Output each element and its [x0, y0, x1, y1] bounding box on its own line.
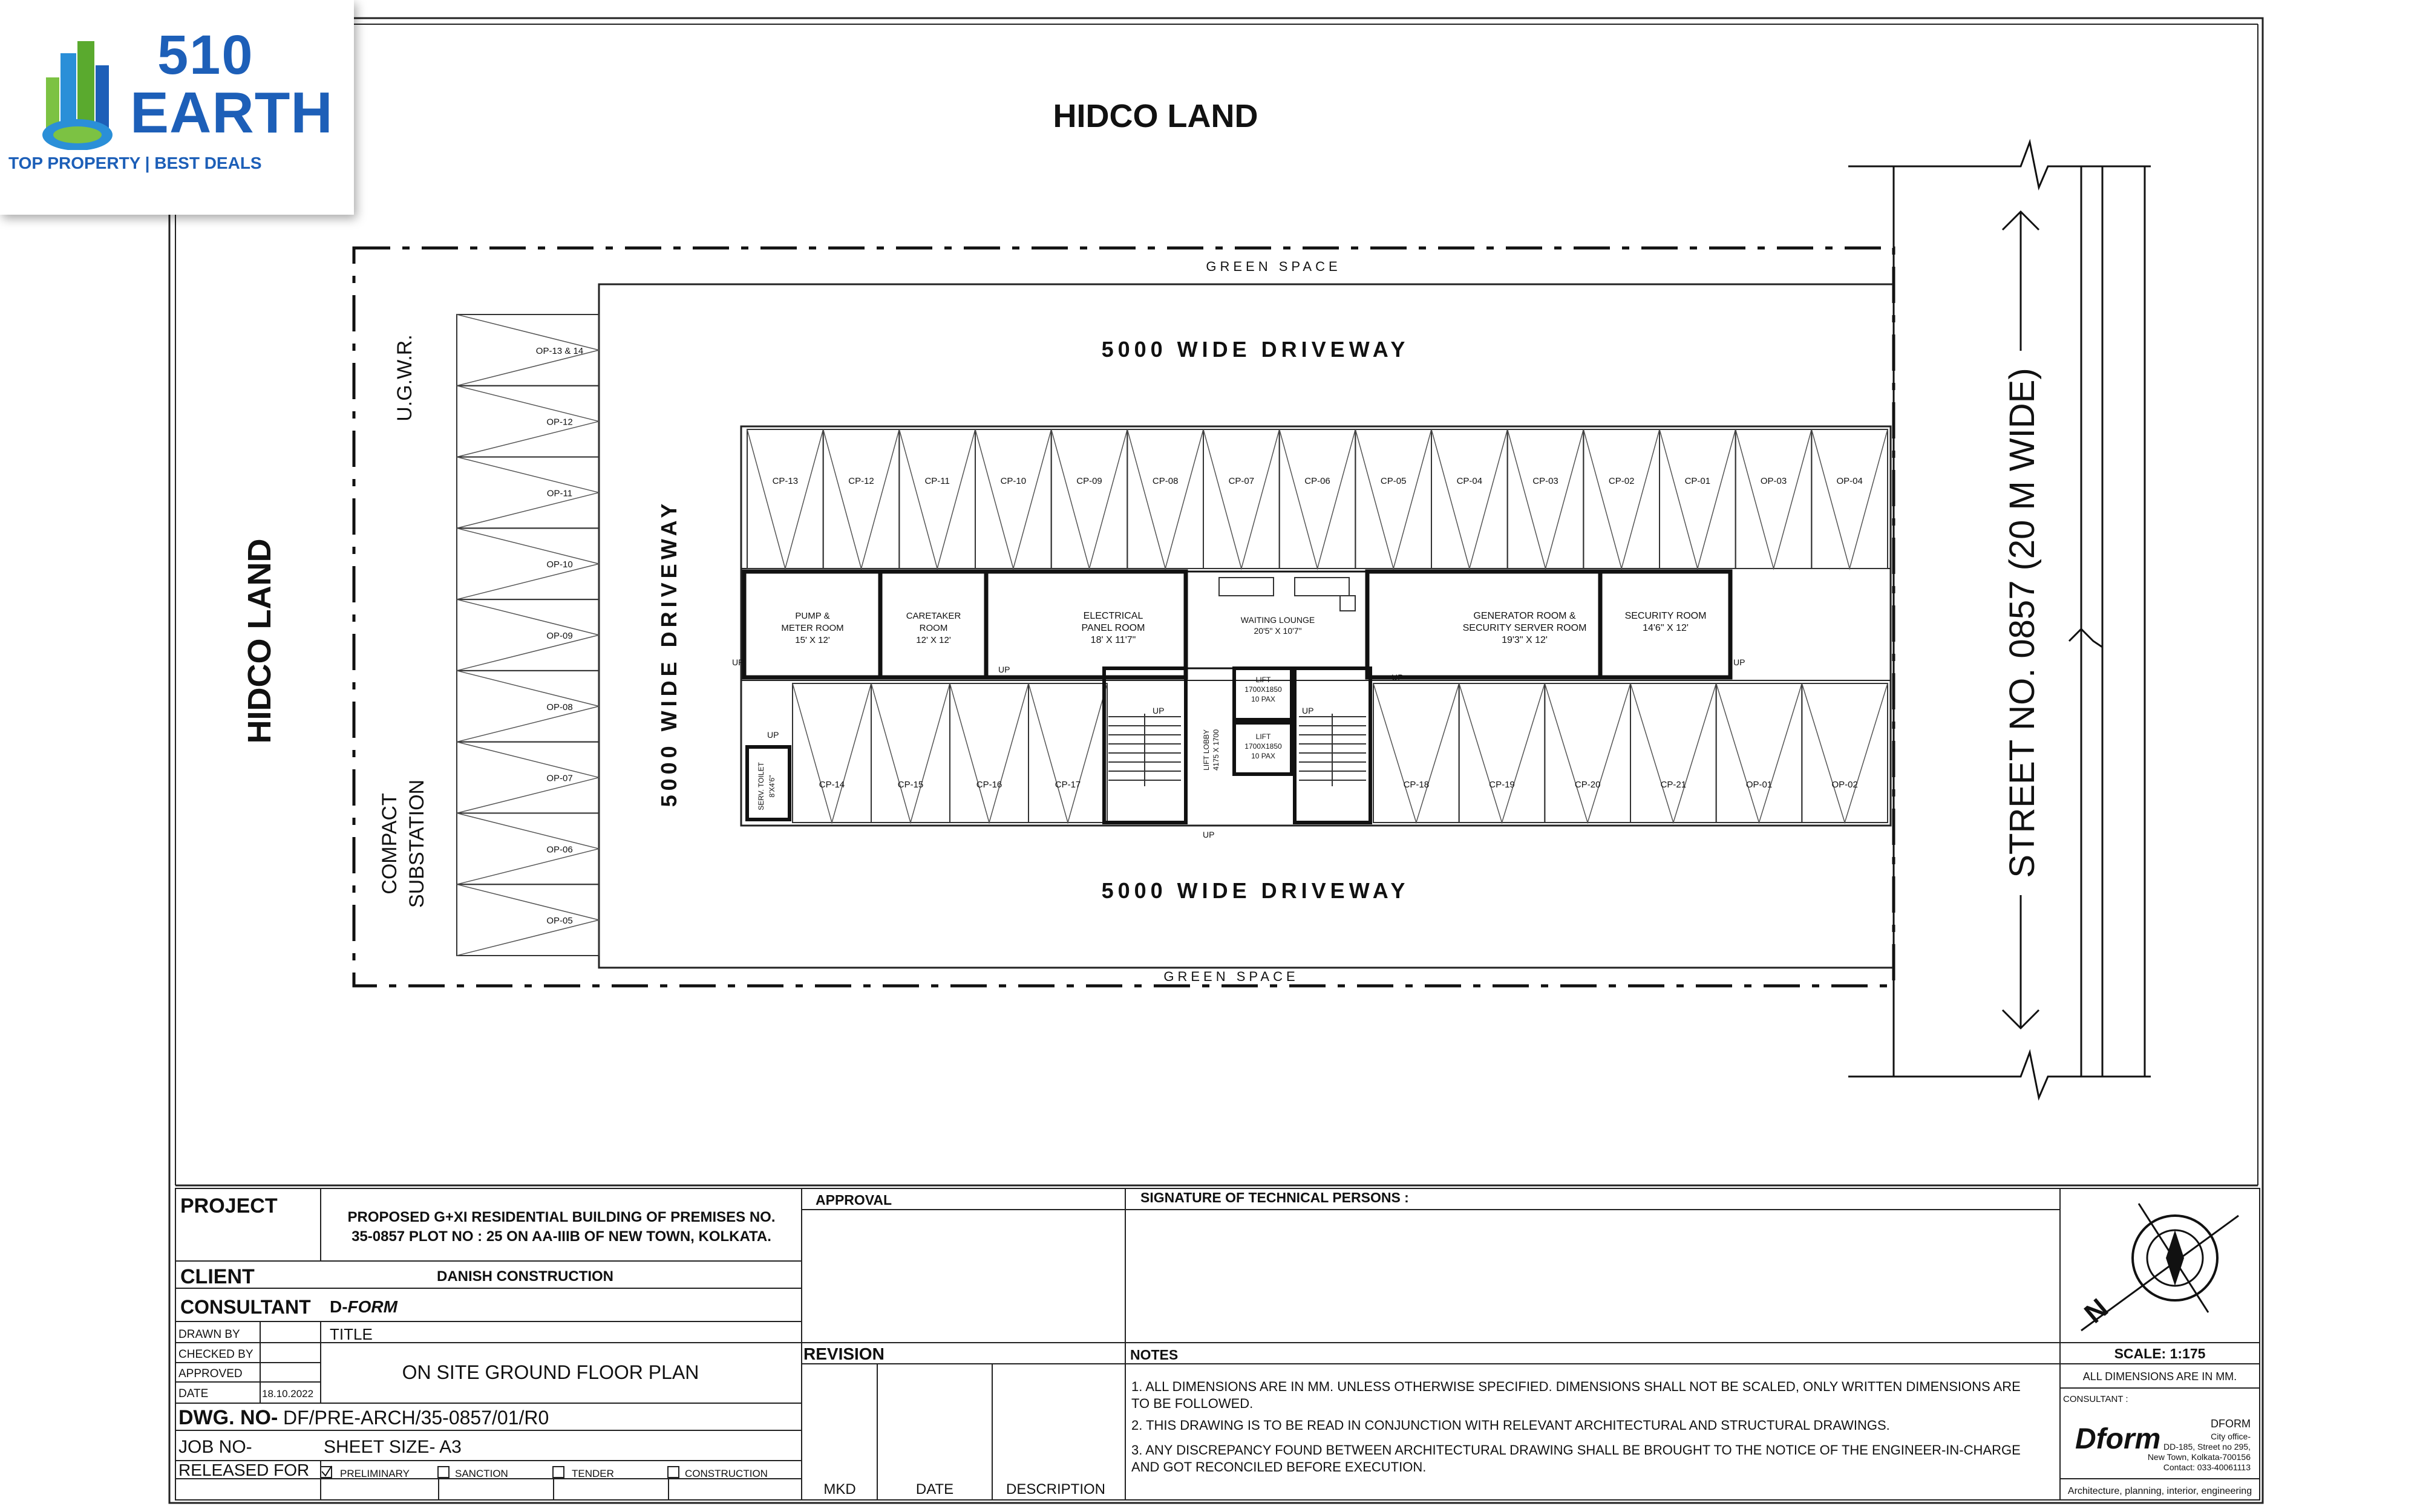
- check-mark-icon: [322, 1466, 332, 1476]
- released-options: [321, 1466, 768, 1479]
- pump-room-size: 15' X 12': [795, 635, 830, 645]
- parking-bay-label: CP-01: [1684, 476, 1711, 486]
- waiting-lounge-label: WAITING LOUNGE: [1240, 615, 1315, 625]
- parking-bay: [1280, 429, 1356, 569]
- electrical-panel-room: [986, 572, 1186, 677]
- mkd-header: MKD: [823, 1481, 856, 1497]
- logo-card: [0, 0, 354, 215]
- up-marker-toilet: UP: [767, 730, 779, 740]
- electrical-room-size: 18' X 11'7": [1090, 635, 1136, 645]
- consultant-value-italic: FORM: [347, 1297, 397, 1316]
- firm-address-1: DD-185, Street no 295,: [2163, 1442, 2251, 1452]
- parking-bay: [1583, 429, 1660, 569]
- green-space-top-label: GREEN SPACE: [1206, 259, 1341, 274]
- building-outline: [741, 426, 1891, 826]
- option-tender[interactable]: [553, 1467, 614, 1479]
- note-line-4: 3. ANY DISCREPANCY FOUND BETWEEN ARCHITECTURAL DRAWING SHALL BE BROUGHT TO THE NOTICE OF THE ENGINEER-IN-CHARGE: [1131, 1442, 2021, 1458]
- description-header: DESCRIPTION: [1006, 1481, 1106, 1497]
- note-line-1: 1. ALL DIMENSIONS ARE IN MM. UNLESS OTHERWISE SPECIFIED. DIMENSIONS SHALL NOT BE SCALED, ONLY WRITTEN DIMENSIONS ARE: [1131, 1379, 2021, 1394]
- open-parking-bay: [457, 671, 599, 742]
- sheet-size: SHEET SIZE- A3: [324, 1437, 462, 1457]
- approval-label: APPROVAL: [816, 1192, 892, 1208]
- electrical-room-line2: PANEL ROOM: [1081, 623, 1145, 633]
- open-parking-bay: [457, 884, 599, 956]
- parking-bay: [1051, 429, 1128, 569]
- lift-2: [1234, 723, 1292, 774]
- parking-bay: [1459, 683, 1545, 823]
- client-label: CLIENT: [180, 1265, 255, 1288]
- open-parking-label: OP-12: [546, 417, 573, 428]
- west-land-label: HIDCO LAND: [241, 538, 278, 744]
- sanction-checkbox[interactable]: [438, 1467, 449, 1478]
- green-space-bottom-label: GREEN SPACE: [1163, 969, 1299, 984]
- parking-bay: [793, 683, 871, 823]
- up-marker-generator: UP: [1392, 673, 1404, 682]
- open-parking-label: OP-05: [546, 916, 573, 927]
- consultant-value: [330, 1297, 398, 1316]
- parking-bay-label: CP-06: [1304, 476, 1330, 486]
- left-open-parking-column: [457, 314, 599, 956]
- lift-1: [1234, 668, 1292, 720]
- sofa-right: [1295, 578, 1349, 596]
- tender-checkbox[interactable]: [553, 1467, 564, 1478]
- open-parking-label: OP-11: [546, 488, 573, 499]
- street-graphic: [1848, 142, 2151, 1098]
- toilet-line2: 8'X4'6": [768, 775, 776, 798]
- parking-bay: [823, 429, 900, 569]
- scale-label: SCALE: 1:175: [2114, 1346, 2206, 1361]
- parking-bay-label: CP-13: [772, 476, 799, 486]
- parking-bay: [1811, 429, 1888, 569]
- parking-bay: [747, 429, 823, 569]
- parking-bay-label: OP-02: [1831, 780, 1858, 790]
- north-land-label: HIDCO LAND: [1053, 98, 1258, 134]
- firm-logo: Dform: [2075, 1423, 2161, 1455]
- driveway-left-label: 5000 WIDE DRIVEWAY: [656, 499, 681, 807]
- option-preliminary[interactable]: [321, 1466, 410, 1479]
- bottom-parking-right-row: [1373, 683, 1888, 823]
- open-parking-bay: [457, 457, 599, 529]
- lift-2-line2: 1700X1850: [1244, 742, 1282, 751]
- firm-office: City office-: [2211, 1432, 2251, 1441]
- parking-bay-label: OP-04: [1836, 476, 1863, 486]
- logo-tagline: TOP PROPERTY | BEST DEALS: [8, 154, 262, 172]
- generator-room-size: 19'3" X 12': [1502, 635, 1548, 645]
- parking-bay-label: CP-09: [1076, 476, 1102, 486]
- pump-room-line2: METER ROOM: [781, 623, 844, 633]
- consultant-value-plain: D-: [330, 1297, 348, 1316]
- open-parking-label: OP-10: [546, 559, 573, 570]
- date-label: DATE: [178, 1387, 209, 1400]
- bottom-parking-left-row: [793, 683, 1107, 823]
- parking-bay-label: CP-18: [1403, 780, 1430, 790]
- parking-bay: [1545, 683, 1630, 823]
- parking-bay-label: OP-01: [1745, 780, 1773, 790]
- caretaker-room-size: 12' X 12': [916, 635, 951, 645]
- open-parking-label: OP-06: [546, 844, 573, 855]
- street-label: STREET NO. 0857 (20 M WIDE): [2003, 368, 2042, 878]
- parking-bay-label: CP-20: [1574, 780, 1601, 790]
- open-parking-label: OP-09: [546, 631, 573, 641]
- driveway-bottom-label: 5000 WIDE DRIVEWAY: [1101, 878, 1410, 903]
- stair-right: [1295, 668, 1370, 823]
- job-label: JOB NO-: [178, 1437, 252, 1457]
- up-marker-stair-right: UP: [1302, 706, 1314, 715]
- option-construction[interactable]: [668, 1467, 768, 1479]
- firm-name: DFORM: [2211, 1418, 2251, 1430]
- parking-bay-label: CP-19: [1489, 780, 1515, 790]
- parking-bay-label: CP-05: [1380, 476, 1407, 486]
- parking-bay: [1660, 429, 1736, 569]
- parking-bay: [871, 683, 950, 823]
- logo-name: EARTH: [130, 80, 333, 145]
- top-parking-row: [747, 429, 1888, 569]
- parking-bay-label: CP-12: [848, 476, 874, 486]
- consultant-label: CONSULTANT: [180, 1296, 311, 1318]
- up-marker-security: UP: [1733, 657, 1745, 667]
- caretaker-room-line1: CARETAKER: [906, 611, 961, 621]
- consultant-small-label: CONSULTANT :: [2063, 1394, 2128, 1404]
- construction-checkbox[interactable]: [668, 1467, 679, 1478]
- logo-number: 510: [157, 24, 254, 86]
- parking-bay-label: CP-03: [1532, 476, 1558, 486]
- parking-bay-label: CP-16: [976, 780, 1002, 790]
- parking-bay: [1355, 429, 1431, 569]
- parking-bay: [1802, 683, 1888, 823]
- lift-1-line2: 1700X1850: [1244, 685, 1282, 694]
- lift-1-line1: LIFT: [1255, 676, 1271, 684]
- parking-bay-label: CP-11: [924, 476, 950, 486]
- parking-bay: [1508, 429, 1584, 569]
- caretaker-room: [880, 572, 986, 677]
- pump-room-line1: PUMP &: [795, 611, 830, 621]
- open-parking-bay: [457, 599, 599, 671]
- up-marker-stair-left: UP: [1153, 706, 1165, 715]
- project-line2: 35-0857 PLOT NO : 25 ON AA-IIIB OF NEW TOWN, KOLKATA.: [352, 1228, 771, 1245]
- open-parking-bay: [457, 386, 599, 457]
- signature-label: SIGNATURE OF TECHNICAL PERSONS :: [1140, 1190, 1409, 1205]
- caretaker-room-line2: ROOM: [919, 623, 948, 633]
- construction-label: CONSTRUCTION: [685, 1468, 768, 1479]
- buildings-globe-icon: [41, 35, 114, 150]
- up-marker-electrical: UP: [998, 665, 1010, 674]
- project-line1: PROPOSED G+XI RESIDENTIAL BUILDING OF PREMISES NO.: [347, 1209, 776, 1225]
- sofa-left: [1219, 578, 1274, 596]
- parking-bay-label: CP-15: [897, 780, 924, 790]
- parking-bay-label: CP-10: [1000, 476, 1027, 486]
- lift-lobby-line1: LIFT LOBBY: [1202, 729, 1211, 771]
- parking-bay-label: CP-04: [1456, 476, 1483, 486]
- driveway-top-label: 5000 WIDE DRIVEWAY: [1101, 337, 1410, 362]
- generator-room: [1367, 572, 1600, 677]
- option-sanction[interactable]: [438, 1467, 508, 1479]
- waiting-lounge-size: 20'5" X 10'7": [1254, 626, 1302, 636]
- parking-bay-label: CP-02: [1608, 476, 1635, 486]
- security-room-size: 14'6" X 12': [1643, 623, 1689, 633]
- parking-bay-label: CP-08: [1152, 476, 1179, 486]
- toilet-line1: SERV. TOILET: [757, 762, 765, 810]
- drawn-by-label: DRAWN BY: [178, 1328, 240, 1341]
- parking-bay: [1373, 683, 1459, 823]
- checked-by-label: CHECKED BY: [178, 1348, 253, 1361]
- generator-room-line2: SECURITY SERVER ROOM: [1462, 623, 1587, 633]
- parking-bay-label: CP-07: [1228, 476, 1255, 486]
- waiting-lounge: [1186, 572, 1367, 668]
- open-parking-label: OP-08: [546, 702, 573, 712]
- note-line-3: 2. THIS DRAWING IS TO BE READ IN CONJUNCTION WITH RELEVANT ARCHITECTURAL AND STRUCTURAL DRAWINGS.: [1131, 1418, 1890, 1433]
- dwg-value: DF/PRE-ARCH/35-0857/01/R0: [283, 1407, 549, 1429]
- service-toilet: [747, 747, 790, 820]
- security-room-line1: SECURITY ROOM: [1624, 611, 1707, 621]
- lift-1-line3: 10 PAX: [1251, 695, 1275, 703]
- up-marker-lobby: UP: [1203, 830, 1215, 839]
- revision-label: REVISION: [803, 1344, 885, 1363]
- security-room: [1600, 572, 1730, 677]
- dwg-label: DWG. NO-: [178, 1406, 278, 1429]
- notes-label: NOTES: [1130, 1347, 1179, 1363]
- electrical-room-line1: ELECTRICAL: [1083, 611, 1143, 621]
- lift-2-line1: LIFT: [1255, 732, 1271, 741]
- parking-bay: [1203, 429, 1280, 569]
- parking-bay: [975, 429, 1051, 569]
- title-label: TITLE: [330, 1325, 373, 1343]
- street-break-middle: [2069, 629, 2102, 647]
- parking-bay: [1736, 429, 1812, 569]
- stair-left: [1104, 668, 1186, 823]
- open-parking-label: OP-13 & 14: [535, 345, 584, 356]
- open-parking-bay: [457, 528, 599, 599]
- ugwr-label: U.G.W.R.: [393, 334, 416, 422]
- date-header: DATE: [915, 1481, 954, 1497]
- logo-wordmark: [130, 24, 333, 145]
- date-value: 18.10.2022: [262, 1388, 314, 1400]
- parking-bay: [1716, 683, 1802, 823]
- firm-contact: Contact: 033-40061113: [2163, 1462, 2251, 1472]
- open-parking-label: OP-07: [546, 773, 573, 784]
- parking-bay-label: CP-14: [819, 780, 845, 790]
- parking-bay-label: CP-21: [1660, 780, 1687, 790]
- title-value: ON SITE GROUND FLOOR PLAN: [402, 1361, 699, 1383]
- parking-bay: [1127, 429, 1203, 569]
- lift-2-line3: 10 PAX: [1251, 752, 1275, 760]
- parking-bay: [1028, 683, 1107, 823]
- lift-lobby-line2: 4175 X 1700: [1212, 729, 1220, 771]
- firm-address-2: New Town, Kolkata-700156: [2147, 1452, 2251, 1462]
- client-value: DANISH CONSTRUCTION: [437, 1268, 613, 1285]
- open-parking-bay: [457, 813, 599, 884]
- up-marker-pump: UP: [732, 657, 744, 667]
- north-arrow-icon: [2078, 1204, 2238, 1331]
- released-for-label: RELEASED FOR: [178, 1461, 310, 1479]
- substation-label-line2: SUBSTATION: [405, 779, 428, 908]
- parking-bay-label: OP-03: [1760, 476, 1787, 486]
- note-line-5: AND GOT RECONCILED BEFORE EXECUTION.: [1131, 1459, 1427, 1475]
- open-parking-bay: [457, 742, 599, 813]
- parking-bay: [1630, 683, 1716, 823]
- open-parking-bay: [457, 314, 599, 386]
- side-table: [1340, 596, 1355, 611]
- note-line-2: TO BE FOLLOWED.: [1131, 1396, 1254, 1411]
- approved-label: APPROVED: [178, 1367, 243, 1380]
- generator-room-line1: GENERATOR ROOM &: [1473, 611, 1576, 621]
- parking-bay: [950, 683, 1028, 823]
- parking-bay: [899, 429, 975, 569]
- parking-bay-label: CP-17: [1055, 780, 1081, 790]
- all-dimensions-label: ALL DIMENSIONS ARE IN MM.: [2082, 1370, 2237, 1383]
- preliminary-label: PRELIMINARY: [340, 1468, 410, 1479]
- pump-room: [744, 572, 880, 677]
- parking-bay: [1431, 429, 1508, 569]
- sanction-label: SANCTION: [455, 1468, 508, 1479]
- tender-label: TENDER: [572, 1468, 614, 1479]
- north-letter: N: [2078, 1292, 2114, 1329]
- project-label: PROJECT: [180, 1194, 278, 1217]
- substation-label-line1: COMPACT: [378, 793, 401, 894]
- firm-tagline: Architecture, planning, interior, engineering: [2067, 1486, 2252, 1496]
